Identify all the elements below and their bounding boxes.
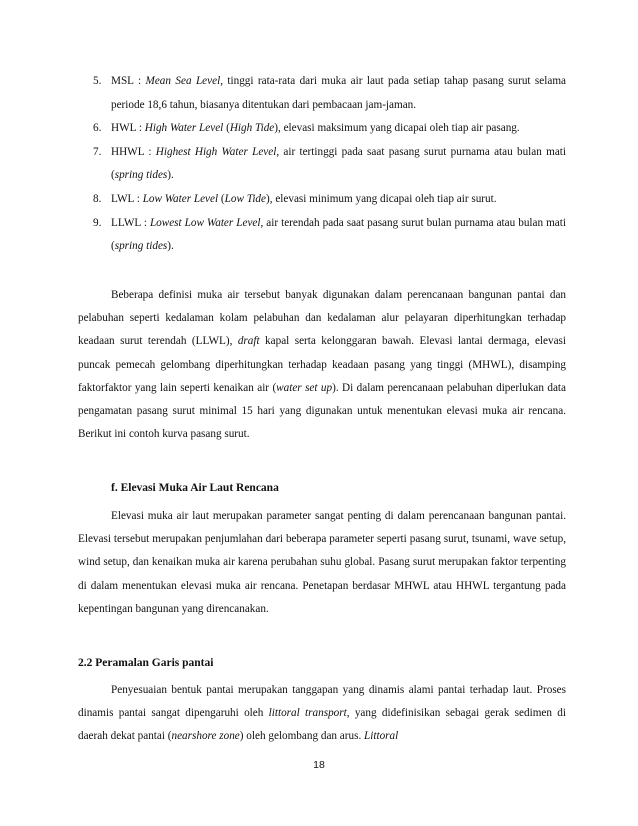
paragraph-tide-usage: Beberapa definisi muka air tersebut banyak digunakan dalam perencanaan bangunan pantai dan pelabuhan seperti kedalaman kolam pelabuhan dan kedalaman alur pelayaran diperhitungkan terhadap keadaan surut terendah (LLWL), draft kapal serta kelonggaran bawah. Elevasi lantai dermaga, elevasi puncak pemecah gelombang diperhitungkan terhadap keadaan pasang yang tinggi (MHWL), disamping faktorfaktor yang lain seperti kenaikan air (water set up). Di dalam perencanaan pelabuhan diperlukan data pengamatan pasang surut minimal 15 hari yang digunakan untuk menentukan elevasi muka air rencana. Berikut ini contoh kurva pasang surut. [78, 289, 566, 441]
list-item: 6. HWL : High Water Level (High Tide), elevasi maksimum yang dicapai oleh tiap air pasang. [93, 122, 520, 135]
list-item: 8. LWL : Low Water Level (Low Tide), elevasi minimum yang dicapai oleh tiap air surut. [93, 192, 497, 205]
page-number: 18 [313, 759, 325, 771]
section-heading-2-2: 2.2 Peramalan Garis pantai [78, 657, 214, 669]
list-item: 9. LLWL : Lowest Low Water Level, air terendah pada saat pasang surut bulan purnama atau bulan mati (spring tides). [93, 216, 566, 253]
paragraph-design-water-level: Elevasi muka air laut merupakan parameter sangat penting di dalam perencanaan bangunan pantai. Elevasi tersebut merupakan penjumlahan dari beberapa parameter seperti pasang surut, tsunami, wave setup, wind setup, dan kenaikan muka air karena perubahan suhu global. Pasang surut merupakan faktor terpenting di dalam menentukan elevasi muka air rencana. Penetapan berdasar MHWL atau HHWL tergantung pada kepentingan bangunan yang direncanakan. [78, 510, 566, 615]
section-heading-f: f. Elevasi Muka Air Laut Rencana [111, 482, 279, 494]
paragraph-coastline-forecast: Penyesuaian bentuk pantai merupakan tanggapan yang dinamis alami pantai terhadap laut. Proses dinamis pantai sangat dipengaruhi oleh littoral transport, yang didefinisikan sebagai gerak sedimen di daerah dekat pantai (nearshore zone) oleh gelombang dan arus. Littoral [78, 684, 566, 743]
tide-definition-list [78, 70, 566, 259]
list-item: 7. HHWL : Highest High Water Level, air tertinggi pada saat pasang surut purnama atau bulan mati (spring tides). [93, 145, 567, 182]
list-item: 5. MSL : Mean Sea Level, tinggi rata-rata dari muka air laut pada setiap tahap pasang surut selama periode 18,6 tahun, biasanya ditentukan dari pembacaan jam-jaman. [93, 75, 566, 111]
